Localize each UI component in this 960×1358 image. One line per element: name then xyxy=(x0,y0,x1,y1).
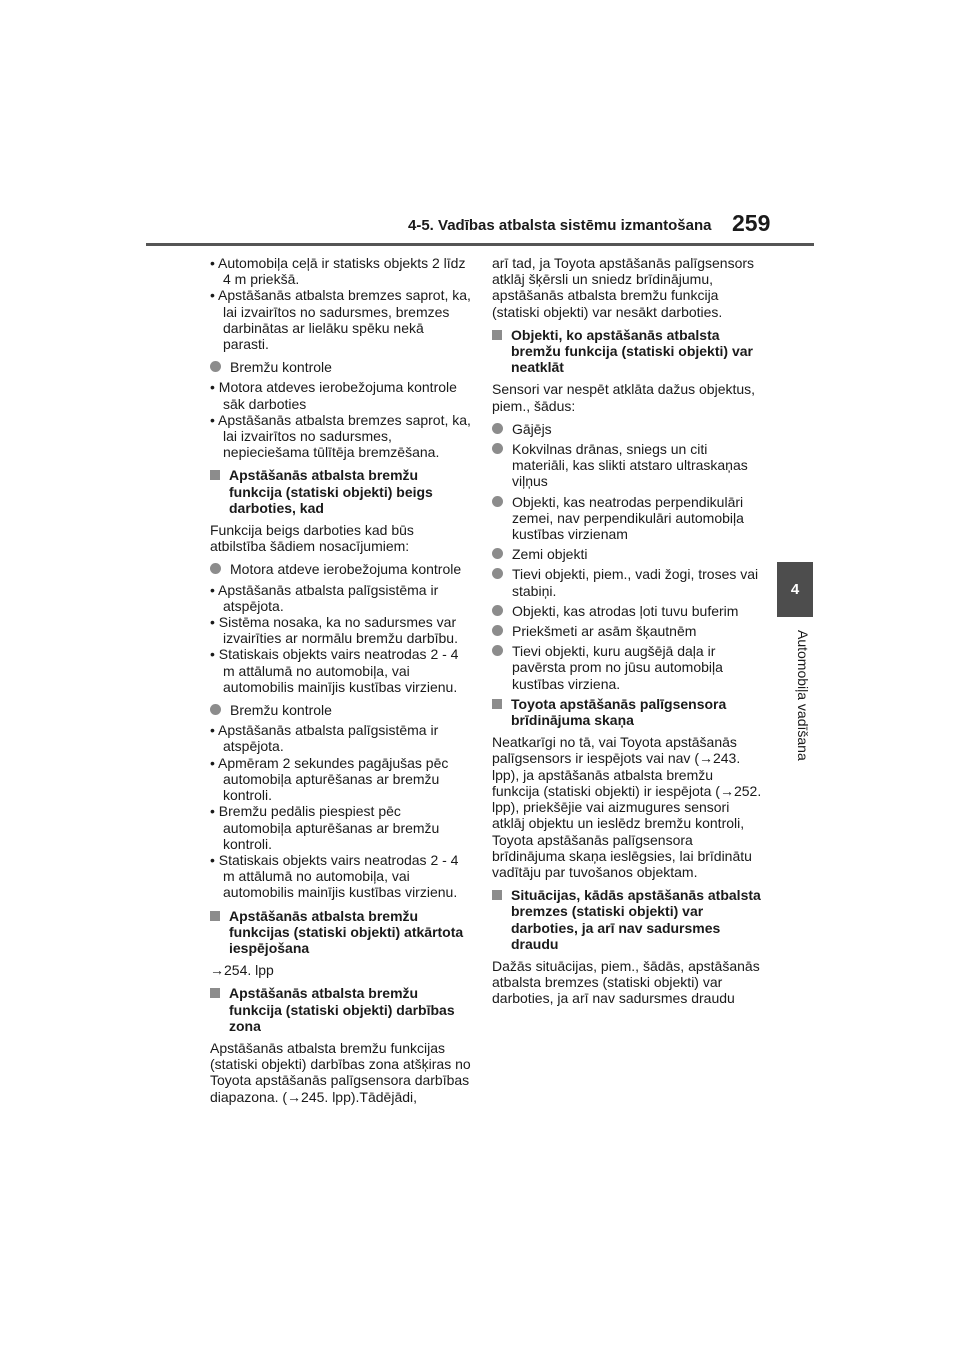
bullet-circle-icon xyxy=(492,496,503,507)
list-item: • Sistēma nosaka, ka no sadursmes var izvairīties ar normālu bremžu darbību. xyxy=(210,614,458,647)
bullet-circle-icon xyxy=(492,548,503,559)
paragraph: Apstāšanās atbalsta bremžu funkcijas (statiski objekti) darbības zona atšķiras no Toyota apstāšanās palīgsensora darbības diapazona. (→245. lpp).Tādējādi, xyxy=(210,1039,471,1105)
page-number: 259 xyxy=(732,210,771,236)
section-heading-buzzer: Toyota apstāšanās palīgsensora brīdinājuma skaņa xyxy=(492,696,762,728)
intro-bullet-list xyxy=(210,255,472,352)
list-item: Priekšmeti ar asām šķautnēm xyxy=(492,623,762,639)
list-item: • Motora atdeves ierobežojuma kontrole sāk darboties xyxy=(210,379,457,412)
section-square-icon xyxy=(210,470,220,480)
bullet-circle-icon xyxy=(210,563,221,574)
bullet-circle-icon xyxy=(210,704,221,715)
section-square-icon xyxy=(492,699,502,709)
list-item: • Apstāšanās atbalsta palīgsistēma ir atspējota. xyxy=(210,722,439,755)
list-item: Gājējs xyxy=(492,421,762,437)
brake-control-list xyxy=(210,722,472,900)
list-item: • Statiskais objekts vairs neatrodas 2 - 4 m attālumā no automobiļa, vai automobilis mainījis kustības virzienu. xyxy=(210,646,459,695)
chapter-tab: 4 xyxy=(777,562,813,617)
paragraph: Sensori var nespēt atklāta dažus objektus, piem., šādus: xyxy=(492,381,756,414)
list-item: Zemi objekti xyxy=(492,546,762,562)
list-item: • Bremžu pedālis piespiest pēc automobiļa apturēšanas ar bremžu kontroli. xyxy=(210,803,440,852)
header-rule xyxy=(146,243,814,246)
bullet-circle-icon xyxy=(210,361,221,372)
subheading-brake-control: Bremžu kontrole xyxy=(210,359,472,375)
paragraph: Funkcija beigs darboties kad būs atbilstība šādiem nosacījumiem: xyxy=(210,522,414,555)
list-item: • Apstāšanās atbalsta bremzes saprot, ka, lai izvairītos no sadursmes, nepieciešama tūlītēja bremzēšana. xyxy=(210,411,471,461)
section-square-icon xyxy=(210,911,220,921)
left-column xyxy=(210,255,472,1112)
header-title: 4-5. Vadības atbalsta sistēmu izmantošana xyxy=(408,217,712,234)
engine-output-list xyxy=(210,582,472,695)
list-item: • Apstāšanās atbalsta palīgsistēma ir atspējota. xyxy=(210,581,439,614)
list-item: Objekti, kas neatrodas perpendikulāri zemei, nav perpendikulāri automobiļa kustības virzienam xyxy=(492,494,762,543)
paragraph: arī tad, ja Toyota apstāšanās palīgsensors atklāj šķērsli un sniedz brīdinājumu, apstāšanās atbalsta bremžu funkcija (statiski objekti) var nesākt darboties. xyxy=(492,255,755,320)
right-column xyxy=(492,255,762,1014)
paragraph: Dažās situācijas, piem., šādās, apstāšanās atbalsta bremzes (statiski objekti) var darboties, ja arī nav sadursmes draudu xyxy=(492,957,760,1007)
section-heading-end: Apstāšanās atbalsta bremžu funkcija (statiski objekti) beigs darboties, kad xyxy=(210,467,472,516)
list-item: • Automobiļa ceļā ir statisks objekts 2 līdz 4 m priekšā. xyxy=(210,255,466,288)
bullet-circle-icon xyxy=(492,443,503,454)
list-item: Objekti, kas atrodas ļoti tuvu buferim xyxy=(492,603,762,619)
list-item: Tievi objekti, piem., vadi žogi, troses vai stabiņi. xyxy=(492,566,762,598)
section-square-icon xyxy=(492,890,502,900)
subheading-brake-control: Bremžu kontrole xyxy=(210,702,472,718)
list-item: • Statiskais objekts vairs neatrodas 2 - 4 m attālumā no automobiļa, vai automobilis mainījis kustības virzienu. xyxy=(210,851,459,901)
bullet-circle-icon xyxy=(492,605,503,616)
bullet-circle-icon xyxy=(492,625,503,636)
bullet-circle-icon xyxy=(492,423,503,434)
subheading-engine-output: Motora atdeve ierobežojuma kontrole xyxy=(210,561,472,577)
section-square-icon xyxy=(492,330,502,340)
paragraph: Neatkarīgi no tā, vai Toyota apstāšanās palīgsensors ir iespējots vai nav (→243. lpp), ja apstāšanās atbalsta bremžu funkcija (statiski objekti) ir iespējota (→252. lpp), priekšējie vai aizmugures sensori atklāj objektu un ieslēdz bremžu kontroli, Toyota apstāšanās palīgsensora brīdinājuma skaņa ieslēgsies, lai brīdinātu vadītāju par tuvošanos objektam. xyxy=(492,734,762,880)
section-square-icon xyxy=(210,988,220,998)
bullet-circle-icon xyxy=(492,645,503,656)
section-heading-situations: Situācijas, kādās apstāšanās atbalsta bremzes (statiski objekti) var darboties, ja arī nav sadursmes draudu xyxy=(492,887,762,952)
section-heading-undetected: Objekti, ko apstāšanās atbalsta bremžu funkcija (statiski objekti) var neatklāt xyxy=(492,327,762,376)
list-item: • Apstāšanās atbalsta bremzes saprot, ka, lai izvairītos no sadursmes, bremzes darbinātas ar lielāku spēku nekā parasti. xyxy=(210,287,471,353)
bullet-circle-icon xyxy=(492,568,503,579)
brake-control-list xyxy=(210,379,472,460)
page-reference-link[interactable]: →254. lpp xyxy=(210,962,274,979)
list-item: Tievi objekti, kuru augšējā daļa ir pavērsta prom no jūsu automobiļa kustības virziena. xyxy=(492,643,762,692)
section-heading-zone: Apstāšanās atbalsta bremžu funkcija (statiski objekti) darbības zona xyxy=(210,985,472,1034)
section-heading-reenable: Apstāšanās atbalsta bremžu funkcijas (statiski objekti) atkārtota iespējošana xyxy=(210,908,472,957)
list-item: Kokvilnas drānas, sniegs un citi materiāli, kas slikti atstaro ultraskaņas viļņus xyxy=(492,441,762,490)
list-item: • Apmēram 2 sekundes pagājušas pēc automobiļa apturēšanas ar bremžu kontroli. xyxy=(210,754,449,804)
chapter-label: Automobiļa vadīšana xyxy=(795,630,811,761)
